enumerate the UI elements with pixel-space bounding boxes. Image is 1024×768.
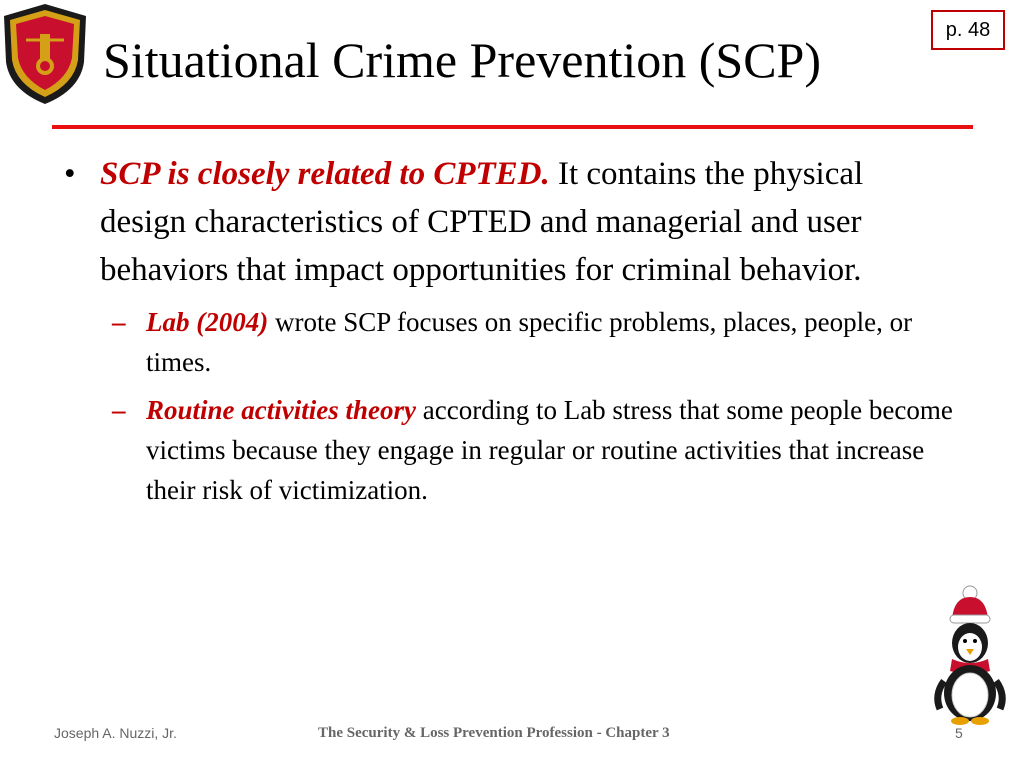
footer-course-title: The Security & Loss Prevention Profession - Chapter 3 bbox=[318, 725, 670, 741]
sub-bullet-item bbox=[112, 302, 966, 382]
slide-number: 5 bbox=[955, 725, 963, 741]
bullet-emphasis: SCP is closely related to CPTED. bbox=[100, 156, 550, 192]
bullet-item bbox=[62, 150, 920, 294]
sub-bullet-text: according to Lab stress that some people become victims because they engage in regular or routine activities that increase their risk of victimization. bbox=[146, 395, 953, 505]
bullet-dot-icon: • bbox=[64, 156, 76, 192]
bullet-text: It contains the physical design characteristics of CPTED and managerial and user behaviors that impact opportunities for criminal behavior. bbox=[100, 156, 864, 288]
criminal-justice-logo-icon bbox=[2, 2, 88, 106]
dash-bullet-icon: – bbox=[112, 307, 126, 337]
sub-bullet-emphasis: Lab (2004) bbox=[146, 307, 269, 337]
sub-bullet-emphasis: Routine activities theory bbox=[146, 395, 416, 425]
title-divider bbox=[52, 125, 973, 129]
slide-title: Situational Crime Prevention (SCP) bbox=[103, 32, 822, 88]
slide-content bbox=[62, 150, 962, 510]
penguin-mascot-icon bbox=[930, 585, 1010, 727]
dash-bullet-icon: – bbox=[112, 395, 126, 425]
sub-bullet-text: wrote SCP focuses on specific problems, places, people, or times. bbox=[146, 307, 913, 377]
footer-author: Joseph A. Nuzzi, Jr. bbox=[54, 725, 177, 741]
sub-bullet-item bbox=[112, 390, 966, 510]
page-reference-box: p. 48 bbox=[931, 10, 1005, 50]
